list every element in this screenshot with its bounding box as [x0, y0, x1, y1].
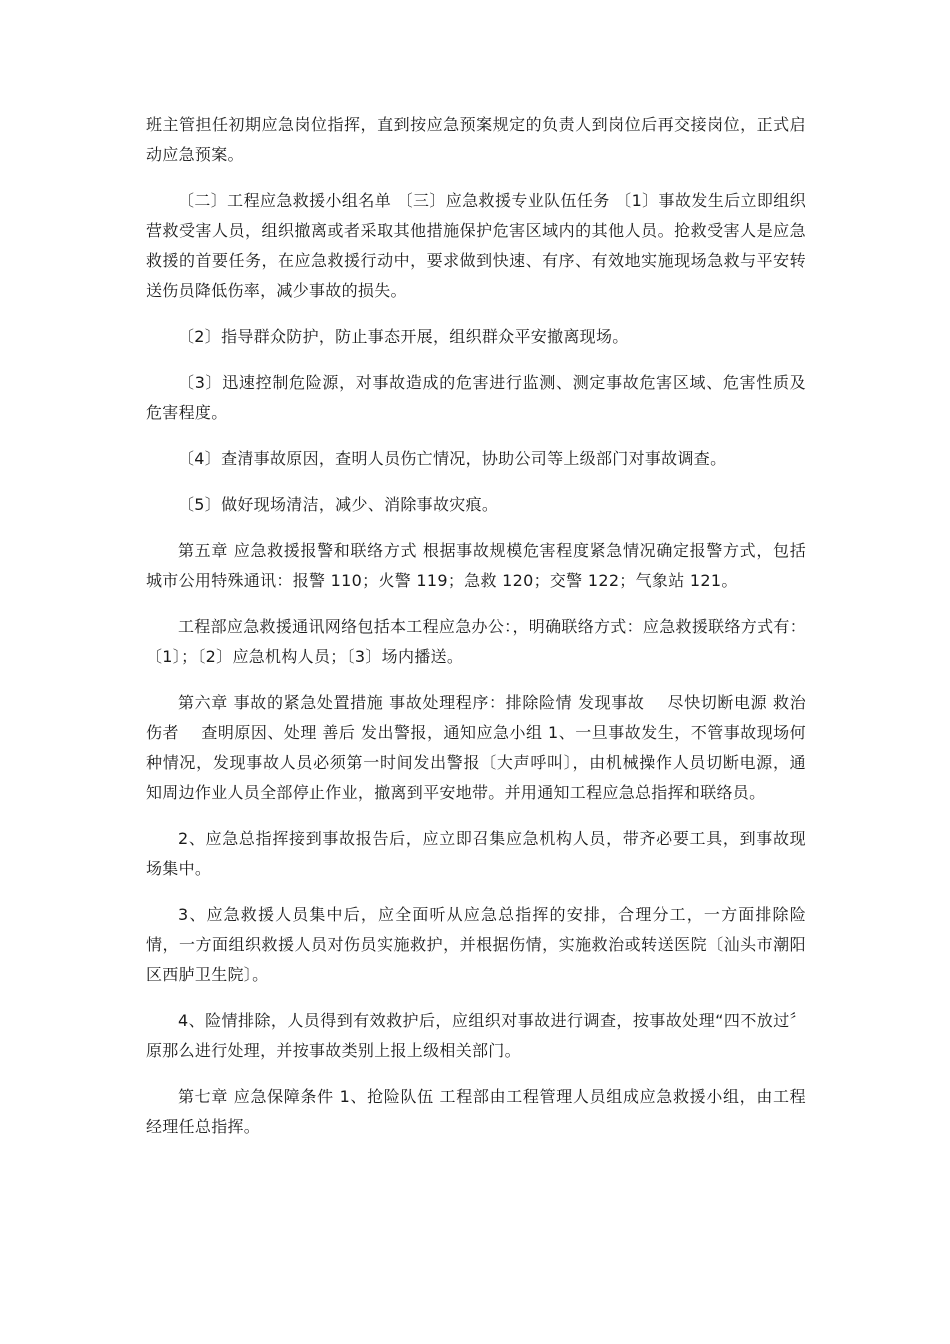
paragraph-9: 第六章 事故的紧急处置措施 事故处理程序：排除险情 发现事故 尽快切断电源 救治伤者 查明原因、处理 善后 发出警报，通知应急小组 1、一旦事故发生，不管事故现场何种情况，发现事故人员必须第一时间发出警报〔大声呼叫〕，由机械操作人员切断电源，通知周边作业人员全部停止作业，撤离到平安地带。并用通知工程应急总指挥和联络员。: [146, 693, 806, 802]
paragraph-4: 〔3〕迅速控制危险源，对事故造成的危害进行监测、测定事故危害区域、危害性质及危害程度。: [146, 373, 806, 422]
paragraph-10: 2、应急总指挥接到事故报告后，应立即召集应急机构人员，带齐必要工具，到事故现场集中。: [146, 829, 806, 878]
paragraph-13: 第七章 应急保障条件 1、抢险队伍 工程部由工程管理人员组成应急救援小组，由工程经理任总指挥。: [146, 1087, 806, 1136]
paragraph-8: 工程部应急救援通讯网络包括本工程应急办公：，明确联络方式：应急救援联络方式有：〔1〕；〔2〕应急机构人员；〔3〕场内播送。: [146, 617, 806, 666]
paragraph-7: 第五章 应急救援报警和联络方式 根据事故规模危害程度紧急情况确定报警方式，包括城市公用特殊通讯：报警 110；火警 119；急救 120；交警 122；气象站 121。: [146, 541, 806, 590]
document-body: [146, 110, 806, 1158]
paragraph-11: 3、应急救援人员集中后，应全面听从应急总指挥的安排，合理分工，一方面排除险情，一方面组织救援人员对伤员实施救护，并根据伤情，实施救治或转送医院〔汕头市潮阳区西胪卫生院〕。: [146, 905, 806, 984]
paragraph-2: 〔二〕工程应急救援小组名单 〔三〕应急救援专业队伍任务 〔1〕事故发生后立即组织营救受害人员，组织撤离或者采取其他措施保护危害区域内的其他人员。抢救受害人是应急救援的首要任务，在应急救援行动中，要求做到快速、有序、有效地实施现场急救与平安转送伤员降低伤率，减少事故的损失。: [146, 191, 806, 300]
paragraph-3: 〔2〕指导群众防护，防止事态开展，组织群众平安撤离现场。: [178, 327, 629, 346]
paragraph-6: 〔5〕做好现场清洁，减少、消除事故灾痕。: [178, 495, 499, 514]
paragraph-12: 4、险情排除，人员得到有效救护后，应组织对事故进行调查，按事故处理“四不放过〞原那么进行处理，并按事故类别上报上级相关部门。: [146, 1011, 806, 1060]
paragraph-5: 〔4〕查清事故原因，查明人员伤亡情况，协助公司等上级部门对事故调查。: [178, 449, 727, 468]
paragraph-1: 班主管担任初期应急岗位指挥，直到按应急预案规定的负责人到岗位后再交接岗位，正式启动应急预案。: [146, 115, 806, 164]
